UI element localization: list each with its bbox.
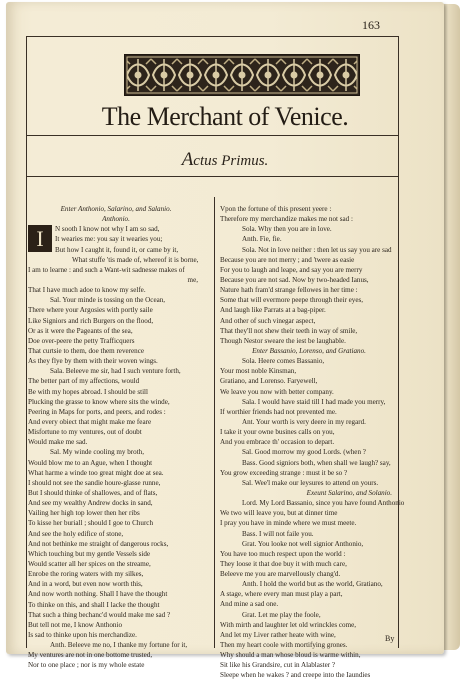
text-line: Peering in Maps for ports, and peers, and rodes :	[28, 407, 166, 416]
text-line: And in a word, but even now worth this,	[28, 580, 143, 589]
headpiece-ornament	[124, 54, 360, 96]
text-line: And every obiect that might make me feare	[28, 417, 152, 426]
text-line: Plucking the grasse to know where sits the winde,	[28, 397, 170, 406]
text-line: Like Signiors and rich Burgers on the flood,	[28, 316, 154, 325]
text-line: I pray you have in minde where we must meete.	[220, 519, 357, 528]
text-line: Then my heart coole with mortifying grones.	[220, 641, 348, 650]
text-line: And you embrace th' occasion to depart.	[220, 438, 335, 447]
opening-speech	[28, 224, 204, 254]
drop-line-3: But how I caught it, found it, or came by it,	[55, 245, 179, 254]
rule-under-title	[26, 135, 398, 136]
text-line: Sal. Your minde is tossing on the Ocean,	[50, 296, 166, 305]
text-line: Nor to one place ; nor is my whole estate	[28, 661, 145, 670]
act-heading-rest: ctus Primus.	[193, 153, 269, 169]
text-line: Why should a man whose bloud is warme within,	[220, 651, 361, 660]
text-line: We leave you now with better company.	[220, 387, 334, 396]
drop-cap: I	[28, 225, 52, 252]
rule-top	[26, 36, 398, 37]
text-line: Grat. Let me play the foole,	[242, 610, 321, 619]
text-line: And mine a sad one.	[220, 600, 279, 609]
text-line: Grat. You looke not well signior Anthonio,	[242, 539, 364, 548]
text-line: But tell not me, I know Anthonio	[28, 620, 122, 629]
text-line: Vailing her high top lower then her ribs	[28, 509, 140, 518]
text-line: Lord. My Lord Bassanio, since you have found Anthonio	[242, 499, 405, 508]
text-line: Would make me sad.	[28, 438, 88, 447]
speaker-heading: Anthonio.	[102, 215, 130, 224]
text-line: Nature hath fram'd strange fellowes in her time :	[220, 286, 358, 295]
text-line: Sala. Beleeve me sir, had I such venture forth,	[50, 367, 181, 376]
text-line: me,	[187, 276, 198, 284]
text-line: Bass. I will not faile you.	[242, 529, 314, 538]
text-line: Sola. Why then you are in love.	[242, 225, 332, 234]
rule-under-act	[26, 176, 398, 177]
text-line: But I should thinke of shallowes, and of flats,	[28, 488, 158, 497]
text-line: To thinke on this, and shall I lacke the thought	[28, 600, 160, 609]
text-line: And let my Liver rather heate with wine,	[220, 630, 336, 639]
text-line: Sola. Not in love neither : then let us say you are sad	[242, 245, 392, 254]
book-page	[6, 2, 444, 680]
stage-direction-entry: Enter Anthonio, Salarino, and Salanio.	[60, 205, 172, 213]
text-line: To kisse her buriall ; should I goe to Church	[28, 519, 154, 528]
text-line: Sal. Good morrow my good Lords. (when ?	[242, 448, 366, 457]
text-line: Though Nestor sweare the iest be laughable.	[220, 336, 346, 345]
text-line: Anth. Beleeve me no, I thanke my fortune for it,	[50, 641, 188, 650]
text-line: And laugh like Parrats at a bag-piper.	[220, 306, 326, 315]
catchword: By	[385, 634, 395, 643]
text-line: Bass. Good signiors both, when shall we laugh? say,	[242, 458, 391, 467]
text-line: There where your Argosies with portly saile	[28, 306, 153, 315]
text-line: Misfortune to my ventures, out of doubt	[28, 428, 142, 437]
column-divider	[214, 197, 215, 648]
text-line: Sal. Wee'l make our leysures to attend on yours.	[242, 478, 379, 487]
text-line: You have too much respect upon the world :	[220, 549, 346, 558]
text-line: Doe over-peere the petty Trafficquers	[28, 336, 135, 345]
text-line: For you to laugh and leape, and say you are merry	[220, 265, 363, 274]
text-line: Enter Bassanio, Lorenso, and Gratiano.	[252, 346, 366, 355]
text-line: If worthier friends had not prevented me.	[220, 407, 337, 416]
text-line: Some that will evermore peepe through their eyes,	[220, 296, 364, 305]
text-line: Is sad to thinke upon his merchandize.	[28, 630, 137, 639]
text-line: What harme a winde too great might doe at sea.	[28, 468, 164, 477]
text-line: That they'll not shew their teeth in way of smile,	[220, 326, 358, 335]
right-column	[220, 204, 405, 681]
text-line: Which touching but my gentle Vessels side	[28, 549, 151, 558]
text-line: My ventures are not in one bottome trusted,	[28, 651, 153, 660]
text-line: Exeunt Salarino, and Solanio.	[306, 488, 392, 497]
text-line: Sala. I would have staid till I had made you merry,	[242, 397, 386, 406]
act-heading	[6, 149, 444, 171]
text-line: You grow exceeding strange : must it be so ?	[220, 468, 348, 477]
text-line: Vpon the fortune of this present yeere :	[220, 205, 332, 213]
text-line: Be with my hopes abroad. I should be still	[28, 387, 148, 396]
text-line: I take it your owne busines calls on you,	[220, 428, 335, 437]
text-line: What stuffe 'tis made of, whereof it is borne,	[72, 255, 199, 264]
text-line: That curtsie to them, doe them reverence	[28, 346, 145, 355]
text-line: Your most noble Kinsman,	[220, 367, 297, 376]
left-column	[28, 204, 204, 670]
text-line: That such a thing bechanc'd would make me sad ?	[28, 610, 171, 619]
left-text-lines	[28, 255, 204, 671]
text-line: Because you are not sad. Now by two-headed Ianus,	[220, 275, 369, 284]
text-line: And now worth nothing. Shall I have the thought	[28, 590, 168, 599]
text-line: Therefore my merchandize makes me not sad :	[220, 215, 353, 224]
text-line: And see my wealthy Andrew docks in sand,	[28, 499, 153, 508]
text-line: And other of such vinegar aspect,	[220, 316, 316, 325]
text-line: And see the holy edifice of stone,	[28, 529, 124, 538]
text-line: That I have much adoe to know my selfe.	[28, 286, 146, 295]
text-line: They loose it that doe buy it with much care,	[220, 559, 347, 568]
text-line: A stage, where every man must play a part,	[220, 590, 343, 599]
text-line: Would blow me to an Ague, when I thought	[28, 458, 153, 467]
act-heading-initial: A	[181, 149, 194, 170]
text-line: I am to learne : and such a Want-wit sadnesse makes of	[28, 265, 185, 274]
text-line: Sal. My winde cooling my broth,	[50, 448, 144, 457]
text-line: We two will leave you, but at dinner time	[220, 509, 338, 518]
text-line: Enrobe the roring waters with my silkes,	[28, 570, 144, 579]
drop-line-1: N sooth I know not why I am so sad,	[55, 225, 160, 234]
text-line: Anth. Fie, fie.	[242, 235, 282, 244]
text-line: Sleepe when he wakes ? and creepe into the Iaundies	[220, 671, 371, 680]
text-line: The better part of my affections, would	[28, 377, 140, 386]
text-line: Beleeve me you are marvellously chang'd.	[220, 570, 341, 579]
text-line: Gratiano, and Lorenso. Faryewell,	[220, 377, 318, 386]
page-number: 163	[362, 18, 380, 32]
text-line: I should not see the sandie houre-glasse runne,	[28, 478, 161, 487]
text-line: Because you are not merry ; and 'twere as easie	[220, 255, 355, 264]
text-line: Would scatter all her spices on the streame,	[28, 559, 151, 568]
text-line: And not bethinke me straight of dangerous rocks,	[28, 539, 169, 548]
text-line: As they flye by them with their woven wings.	[28, 357, 158, 366]
text-line: Sit like his Grandsire, cut in Alablaster ?	[220, 661, 336, 670]
text-line: Sola. Heere comes Bassanio,	[242, 357, 325, 366]
drop-line-2: It wearies me: you say it wearies you;	[55, 235, 163, 244]
play-title: The Merchant of Venice.	[101, 102, 349, 131]
text-line: With mirth and laughter let old wrinckles come,	[220, 620, 357, 629]
text-line: Ant. Your worth is very deere in my regard.	[242, 417, 366, 426]
text-line: Or as it were the Pageants of the sea,	[28, 326, 133, 335]
right-text-lines	[220, 204, 405, 681]
text-line: Anth. I hold the world but as the world, Gratiano,	[242, 580, 383, 589]
